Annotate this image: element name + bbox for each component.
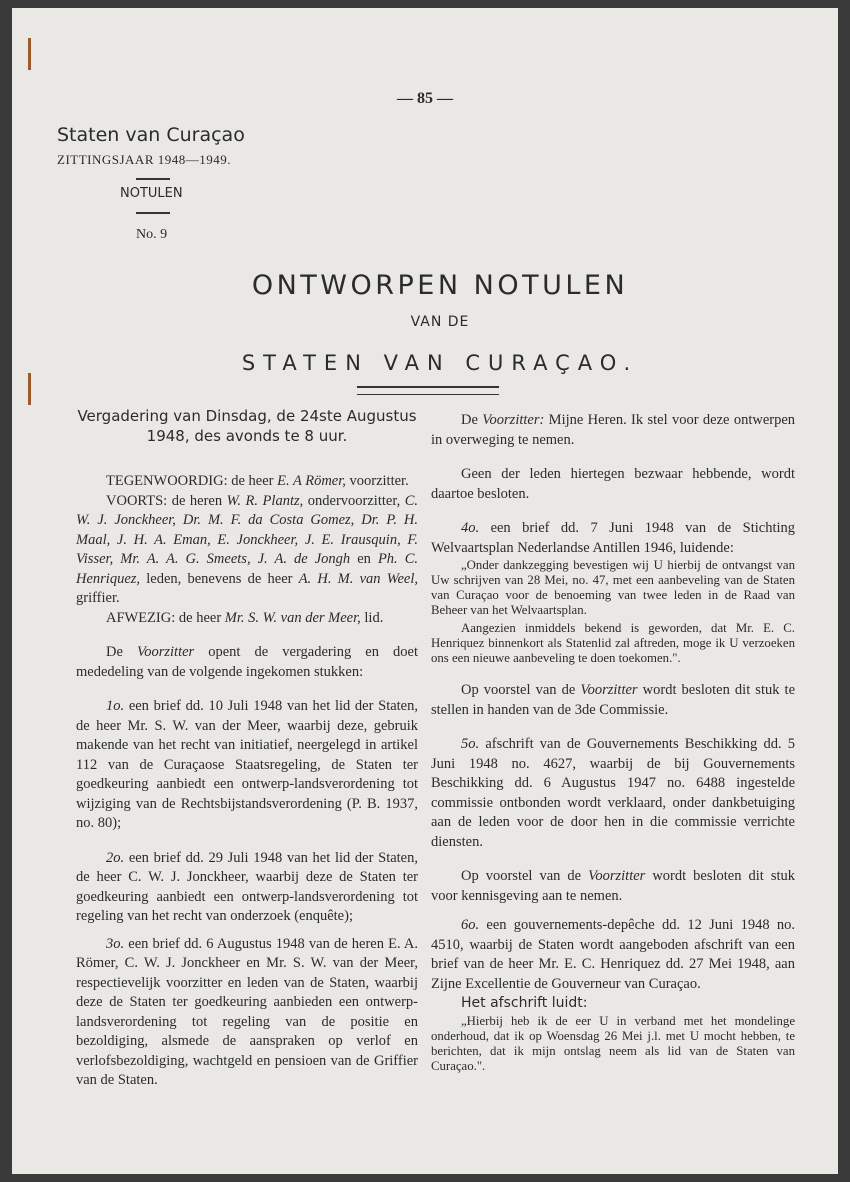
double-rule [357, 386, 499, 395]
right-column [431, 411, 795, 1074]
divider [136, 178, 170, 180]
quoted-letter: „Hierbij heb ik de eer U in verband met het mondelinge onderhoud, dat ik op Woensdag 26 Mei j.l. met U mocht hebben, te berichten, dat ik mijn ontslag neem als lid van de Staten van Curaçao.". [431, 1013, 795, 1073]
attendance-absent: AFWEZIG: de heer Mr. S. W. van der Meer, lid. [106, 609, 384, 626]
agenda-item-1: 1o. een brief dd. 10 Juli 1948 van het lid der Staten, de heer Mr. S. W. van der Meer, waarbij deze, gebruik makende van het recht van initiatief, neergelegd in artikel 112 van de Curaçaose Staatsregeling, de Staten ter goedkeuring aanbiedt een ontwerp-landsverordening tot wijziging van de Rechtsbijstandsverordening (P. B. 1937, no. 80); [76, 698, 418, 831]
subtitle-van-de: VAN DE [410, 314, 470, 330]
decision-paragraph: Op voorstel van de Voorzitter wordt besloten dit stuk te stellen in handen van de 3de Commissie. [431, 682, 796, 718]
header-title: Staten van Curaçao [57, 124, 245, 146]
divider [136, 212, 170, 214]
staten-title: STATEN VAN CURAÇAO. [241, 351, 639, 375]
meeting-heading: Vergadering van Dinsdag, de 24ste Augustus 1948, des avonds te 8 uur. [77, 407, 417, 445]
page-number: — 85 — [397, 90, 453, 107]
quoted-letter: Aangezien inmiddels bekend is geworden, dat Mr. E. C. Henriquez binnenkort als Statenlid zal aftreden, moge ik U verzoeken ons een nieuwe aanbeveling te doen toekomen.". [431, 621, 795, 665]
session-year: ZITTINGSJAAR 1948—1949. [57, 152, 231, 167]
decision-paragraph: Geen der leden hiertegen bezwaar hebbende, wordt daartoe besloten. [431, 466, 795, 502]
agenda-item-2: 2o. een brief dd. 29 Juli 1948 van het lid der Staten, de heer C. W. J. Jonckheer, waarbij deze de Staten ter goedkeuring aanbiedt een ontwerp-landsverordening tot regeling van het recht van onderzoek (enquête); [76, 849, 418, 924]
agenda-item-3: 3o. een brief dd. 6 Augustus 1948 van de heren E. A. Römer, C. W. J. Jonckheer en Mr. S. W. van der Meer, respectievelijk voorzitter en leden van de Staten, waarbij deze de Staten ter goedkeuring aanbieden een ontwerp-landsverordening tot regeling van de positie en bezoldiging, alsmede de aanspraken op verlof en verlofsbezoldiging, wachtgeld en pensioen van de Griffier van de Staten. [76, 935, 418, 1088]
decision-paragraph: Op voorstel van de Voorzitter wordt besloten dit stuk voor kennisgeving aan te nemen. [431, 868, 795, 904]
copy-heading: Het afschrift luidt: [461, 995, 588, 1011]
main-title: ONTWORPEN NOTULEN [251, 270, 629, 301]
agenda-item-6: 6o. een gouvernements-depêche dd. 12 Juni 1948 no. 4510, waarbij de Staten wordt aangeboden afschrift van een brief van de heer Mr. E. C. Henriquez dd. 27 Mei 1948, aan Zijne Excellentie de Gouverneur van Curaçao. [431, 917, 796, 992]
document-number: No. 9 [136, 227, 168, 242]
attendance-present: TEGENWOORDIG: de heer E. A Römer, voorzitter. [106, 473, 409, 489]
binding-mark [28, 373, 31, 405]
attendance-voorts: VOORTS: de heren W. R. Plantz, ondervoorzitter, C. W. J. Jonckheer, Dr. M. F. da Costa Gomez, Dr. P. H. Maal, J. H. A. Eman, E. Jonckheer, J. E. Irausquin, F. Visser, Mr. A. A. G. Smeets, J. A. de Jongh en Ph. C. Henriquez, leden, benevens de heer A. H. M. van Weel, griffier. [76, 492, 419, 606]
agenda-item-4: 4o. een brief dd. 7 Juni 1948 van de Stichting Welvaartsplan Nederlandse Antillen 1946, luidende: [431, 520, 796, 556]
section-label: NOTULEN [120, 186, 183, 201]
opening-paragraph: De Voorzitter opent de vergadering en doet mededeling van de volgende ingekomen stukken: [76, 644, 419, 680]
binding-mark [28, 38, 31, 70]
quoted-letter: „Onder dankzegging bevestigen wij U hierbij de ontvangst van Uw schrijven van 28 Mei, no. 47, met een aanbeveling van de Staten van Curaçao voor de benoeming van twee leden in de Raad van Beheer van het Welvaartsplan. [431, 558, 795, 617]
document-page [12, 8, 838, 1174]
chair-statement: De Voorzitter: Mijne Heren. Ik stel voor deze ontwerpen in overweging te nemen. [431, 412, 796, 448]
agenda-item-5: 5o. afschrift van de Gouvernements Beschikking dd. 5 Juni 1948 no. 4627, waarbij de bij Gouvernements Beschikking dd. 6 Augustus 1947 no. 6488 ingestelde commissie ontbonden wordt verklaard, onder dankbetuiging aan de leden voor de door hen in die commissie verrichte diensten. [431, 736, 796, 850]
left-column [76, 406, 418, 1091]
